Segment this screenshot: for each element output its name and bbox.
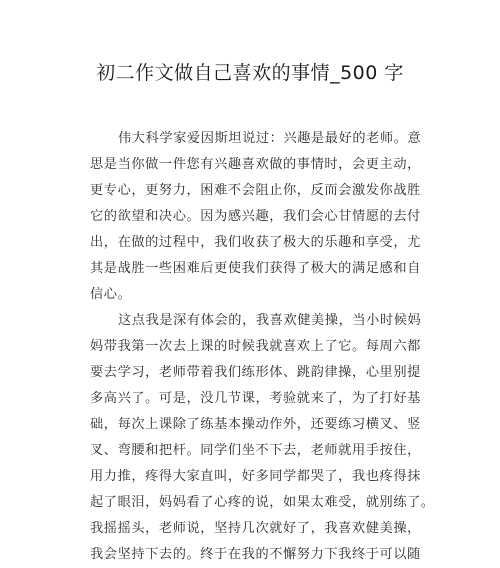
- paragraph-line: 这点我是深有体会的，我喜欢健美操，当小时候妈: [118, 313, 422, 328]
- paragraph-line: 础，每次上课除了练基本操动作外，还要练习横叉、竖: [90, 417, 421, 432]
- paragraph-line: 伟大科学家爱因斯坦说过：兴趣是最好的老师。意: [118, 131, 422, 146]
- paragraph-line: 我会坚持下去的。终于在我的不懈努力下我终于可以随: [90, 547, 421, 562]
- paragraph-line: 妈带我第一次去上课的时候我就喜欢上了它。每周六都: [90, 339, 421, 354]
- paragraph-line: 思是当你做一件您有兴趣喜欢做的事情时，会更主动，: [90, 157, 421, 172]
- paragraph-line: 我摇摇头，老师说，坚持几次就好了，我喜欢健美操，: [90, 521, 421, 536]
- paragraph-line: 要去学习，老师带着我们练形体、跳韵律操，心里别提: [90, 365, 421, 380]
- paragraph-line: 其是战胜一些困难后更使我们获得了极大的满足感和自: [90, 261, 421, 276]
- essay-body: [90, 126, 435, 568]
- paragraph-line: 叉、弯腰和把杆。同学们坐不下去，老师就用手按住，: [90, 443, 421, 458]
- document-title: 初二作文做自己喜欢的事情_500 字: [96, 62, 404, 84]
- paragraph-line: 信心。: [90, 287, 132, 302]
- paragraph-line: 出，在做的过程中，我们收获了极大的乐趣和享受，尤: [90, 235, 421, 250]
- paragraph-line: 多高兴了。可是，没几节课，考验就来了，为了打好基: [90, 391, 421, 406]
- paragraph-line: 更专心，更努力，困难不会阻止你，反而会激发你战胜: [90, 183, 421, 198]
- paragraph-line: 用力推，疼得大家直叫，好多同学都哭了，我也疼得抹: [90, 469, 421, 484]
- paragraph-line: 它的欲望和决心。因为感兴趣，我们会心甘情愿的去付: [90, 209, 421, 224]
- paragraph-line: 起了眼泪，妈妈看了心疼的说，如果太难受，就别练了。: [90, 495, 435, 510]
